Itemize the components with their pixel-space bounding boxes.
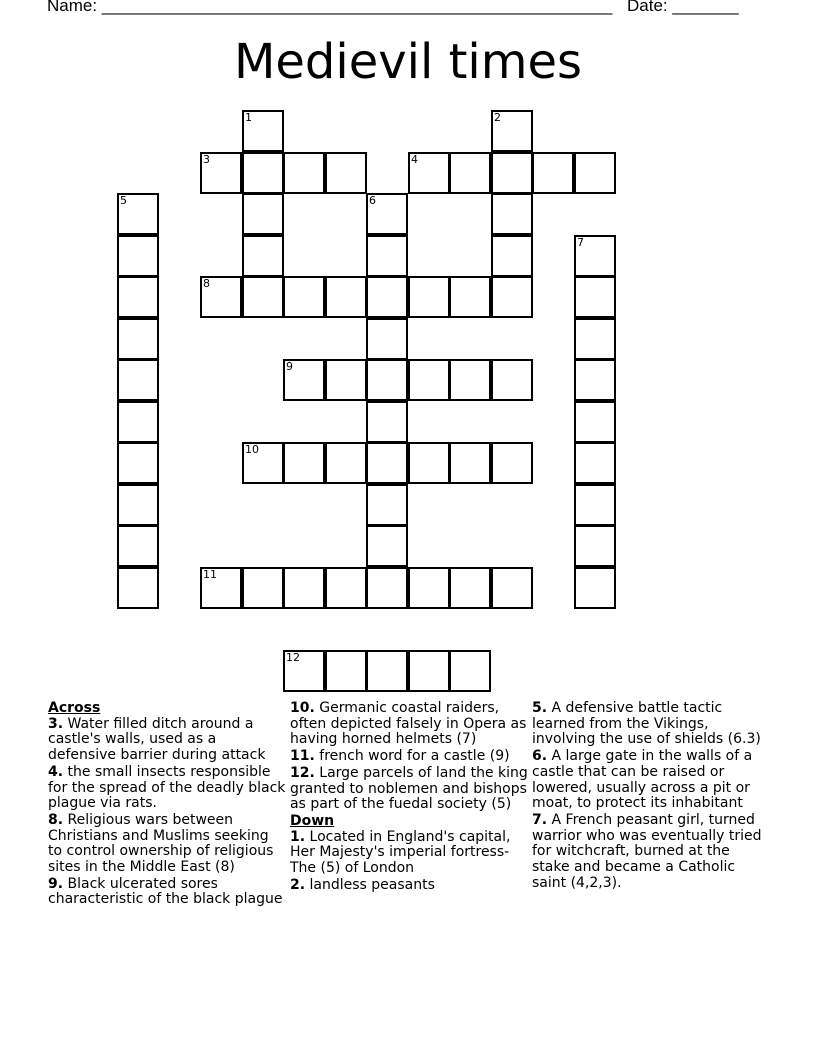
grid-cell[interactable]	[408, 152, 450, 194]
grid-cell[interactable]	[242, 110, 284, 152]
grid-cell[interactable]	[283, 152, 325, 194]
grid-cell[interactable]	[491, 193, 533, 235]
grid-cell[interactable]	[283, 567, 325, 609]
grid-cell[interactable]	[408, 442, 450, 484]
down-clue-7: 7. A French peasant girl, turned warrior who was eventually tried for witchcraft, burned at the stake and became a Catholic saint (4,2,3).	[532, 811, 762, 891]
grid-cell[interactable]	[117, 276, 159, 318]
grid-cell[interactable]	[242, 567, 284, 609]
grid-cell[interactable]	[325, 567, 367, 609]
grid-cell[interactable]	[325, 276, 367, 318]
across-clue-9: 9. Black ulcerated sores characteristic of the black plague	[48, 875, 283, 908]
grid-cell[interactable]	[283, 276, 325, 318]
down-clue-6: 6. A large gate in the walls of a castle that can be raised or lowered, usually across a pit or moat, to protect its inhabitant	[532, 748, 753, 812]
grid-cell[interactable]	[366, 442, 408, 484]
grid-cell[interactable]	[242, 442, 284, 484]
clue-number: 4	[411, 153, 418, 166]
across-clue-12: 12. Large parcels of land the king granted to noblemen and bishops as part of the fuedal society (5)	[290, 764, 528, 813]
grid-cell[interactable]	[117, 567, 159, 609]
grid-cell[interactable]	[574, 442, 616, 484]
grid-cell[interactable]	[283, 359, 325, 401]
clue-column-2	[290, 701, 528, 894]
across-heading: Across	[48, 700, 101, 716]
down-clue-1: 1. Located in England's capital, Her Majesty's imperial fortress- The (5) of London	[290, 828, 511, 877]
clue-number: 5	[120, 194, 127, 207]
grid-cell[interactable]	[574, 359, 616, 401]
down-clue-2: 2. landless peasants	[290, 876, 435, 893]
grid-cell[interactable]	[117, 235, 159, 277]
across-clue-4: 4. the small insects responsible for the spread of the deadly black plague via rats.	[48, 763, 286, 812]
grid-cell[interactable]	[491, 110, 533, 152]
across-clue-3: 3. Water filled ditch around a castle's walls, used as a defensive barrier during attack	[48, 715, 266, 764]
grid-cell[interactable]	[574, 152, 616, 194]
clue-number: 10	[245, 443, 259, 456]
grid-cell[interactable]	[574, 484, 616, 526]
grid-cell[interactable]	[574, 276, 616, 318]
clue-column-1	[48, 701, 286, 909]
down-clue-5: 5. A defensive battle tactic learned from the Vikings, involving the use of shields (6.3)	[532, 700, 761, 748]
grid-cell[interactable]	[117, 525, 159, 567]
grid-cell[interactable]	[242, 276, 284, 318]
clue-number: 3	[203, 153, 210, 166]
grid-cell[interactable]	[366, 235, 408, 277]
grid-cell[interactable]	[574, 235, 616, 277]
across-clue-10: 10. Germanic coastal raiders, often depicted falsely in Opera as having horned helmets (7)	[290, 700, 527, 748]
grid-cell[interactable]	[366, 525, 408, 567]
clue-number: 8	[203, 277, 210, 290]
grid-cell[interactable]	[117, 442, 159, 484]
grid-cell[interactable]	[574, 525, 616, 567]
grid-cell[interactable]	[325, 650, 367, 692]
grid-cell[interactable]	[242, 235, 284, 277]
across-clue-11: 11. french word for a castle (9)	[290, 748, 510, 765]
grid-cell[interactable]	[491, 359, 533, 401]
grid-cell[interactable]	[574, 401, 616, 443]
grid-cell[interactable]	[491, 152, 533, 194]
grid-cell[interactable]	[491, 567, 533, 609]
grid-cell[interactable]	[366, 401, 408, 443]
grid-cell[interactable]	[449, 650, 491, 692]
name-label: Name: ______________________________________________________	[47, 0, 613, 15]
grid-cell[interactable]	[117, 318, 159, 360]
grid-cell[interactable]	[491, 235, 533, 277]
clue-number: 2	[494, 111, 501, 124]
clue-number: 11	[203, 568, 217, 581]
grid-cell[interactable]	[449, 152, 491, 194]
grid-cell[interactable]	[408, 567, 450, 609]
page-title: Medievil times	[233, 34, 583, 90]
grid-cell[interactable]	[408, 650, 450, 692]
grid-cell[interactable]	[366, 359, 408, 401]
clue-number: 6	[369, 194, 376, 207]
grid-cell[interactable]	[325, 152, 367, 194]
grid-cell[interactable]	[408, 276, 450, 318]
clue-number: 1	[245, 111, 252, 124]
grid-cell[interactable]	[491, 276, 533, 318]
grid-cell[interactable]	[117, 484, 159, 526]
grid-cell[interactable]	[117, 359, 159, 401]
grid-cell[interactable]	[532, 152, 574, 194]
grid-cell[interactable]	[283, 650, 325, 692]
grid-cell[interactable]	[283, 442, 325, 484]
grid-cell[interactable]	[366, 567, 408, 609]
grid-cell[interactable]	[242, 193, 284, 235]
grid-cell[interactable]	[366, 484, 408, 526]
grid-cell[interactable]	[449, 359, 491, 401]
grid-cell[interactable]	[574, 318, 616, 360]
down-heading: Down	[290, 812, 335, 829]
grid-cell[interactable]	[449, 276, 491, 318]
grid-cell[interactable]	[366, 318, 408, 360]
grid-cell[interactable]	[366, 650, 408, 692]
grid-cell[interactable]	[117, 401, 159, 443]
clue-number: 12	[286, 651, 300, 664]
grid-cell[interactable]	[200, 276, 242, 318]
grid-cell[interactable]	[117, 193, 159, 235]
grid-cell[interactable]	[408, 359, 450, 401]
clue-number: 7	[577, 236, 584, 249]
grid-cell[interactable]	[449, 567, 491, 609]
date-label: Date: _______	[627, 0, 739, 15]
grid-cell[interactable]	[366, 276, 408, 318]
grid-cell[interactable]	[449, 442, 491, 484]
grid-cell[interactable]	[200, 567, 242, 609]
grid-cell[interactable]	[200, 152, 242, 194]
grid-cell[interactable]	[491, 442, 533, 484]
grid-cell[interactable]	[325, 442, 367, 484]
grid-cell[interactable]	[325, 359, 367, 401]
grid-cell[interactable]	[242, 152, 284, 194]
across-clue-8: 8. Religious wars between Christians and Muslims seeking to control ownership of religious sites in the Middle East (8)	[48, 811, 274, 876]
clue-number: 9	[286, 360, 293, 373]
clue-column-3	[532, 701, 770, 892]
grid-cell[interactable]	[366, 193, 408, 235]
grid-cell[interactable]	[574, 567, 616, 609]
